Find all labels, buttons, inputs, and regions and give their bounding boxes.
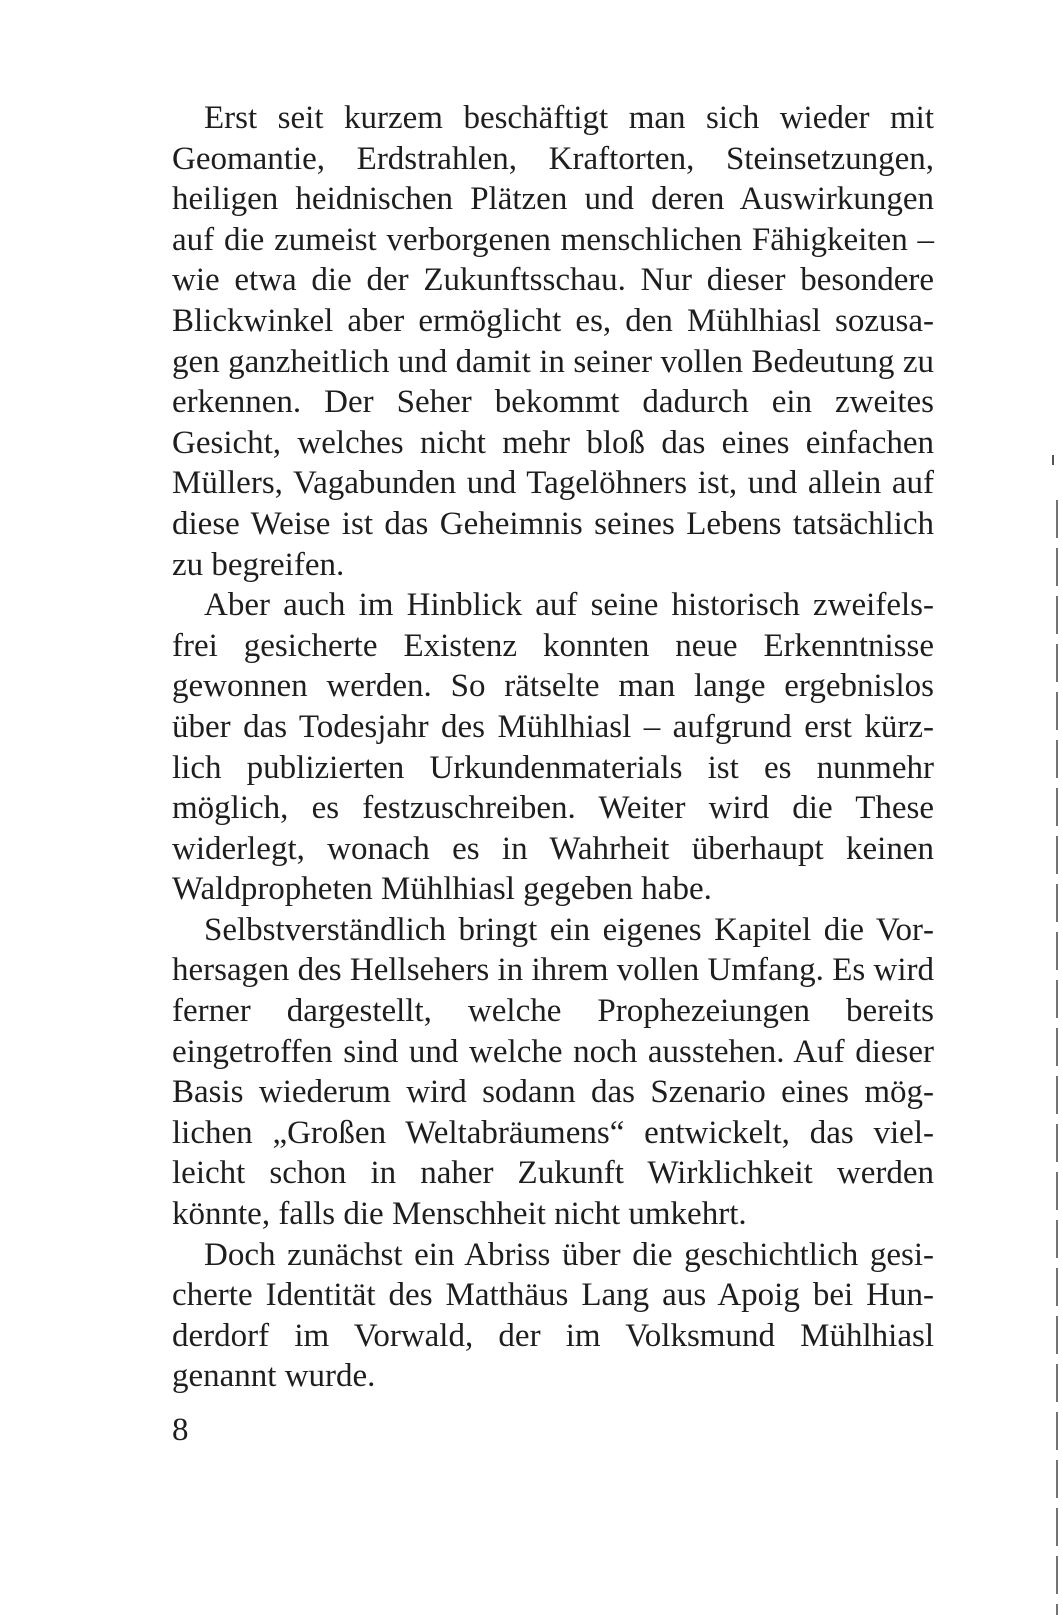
page-edge-line (1056, 500, 1058, 1615)
paragraph-3: Selbstverständlich bringt ein eigenes Kapitel die Vorhersagen des Hellsehers in ihrem vollen Umfang. Es wird ferner dargestellt, welche Prophezeiungen bereits eingetroffen sind und welche noch ausstehen. Auf dieser Basis wiederum wird sodann das Szenario eines möglichen „Großen Weltabräumens“ entwickelt, das vielleicht schon in naher Zukunft Wirklichkeit werden könnte, falls die Menschheit nicht umkehrt. (172, 911, 934, 1233)
paragraph-2: Aber auch im Hinblick auf seine historisch zweifelsfrei gesicherte Existenz konnten neue Erkenntnisse gewonnen werden. So rätselte man lange ergebnislos über das Todesjahr des Mühlhiasl – aufgrund erst kürzlich publizierten Urkundenmaterials ist es nunmehr möglich, es festzuschreiben. Weiter wird die These widerlegt, wonach es in Wahrheit überhaupt keinen Waldpropheten Mühlhiasl gegeben habe. (172, 587, 934, 908)
paragraph-1: Erst seit kurzem beschäftigt man sich wieder mit Geomantie, Erdstrahlen, Kraftorten, Steinsetzungen, heiligen heidnischen Plätzen und deren Auswirkungen auf die zumeist verborgenen menschlichen Fähigkeiten – wie etwa die der Zukunftsschau. Nur dieser besondere Blickwinkel aber ermöglicht es, den Mühlhiasl sozusagen ganzheitlich und damit in seiner vollen Bedeutung zu erkennen. Der Seher bekommt dadurch ein zweites Gesicht, welches nicht mehr bloß das eines einfachen Müllers, Vagabunden und Tagelöhners ist, und allein auf diese Weise ist das Geheimnis seines Lebens tatsächlich zu begreifen. (172, 100, 934, 583)
paragraph-4: Doch zunächst ein Abriss über die geschichtlich gesicherte Identität des Matthäus Lang aus Apoig bei Hunderdorf im Vorwald, der im Volksmund Mühlhiasl genannt wurde. (172, 1236, 934, 1395)
page-number: 8 (172, 1412, 189, 1448)
page-edge-mark (1052, 455, 1054, 465)
body-text (172, 98, 934, 1397)
